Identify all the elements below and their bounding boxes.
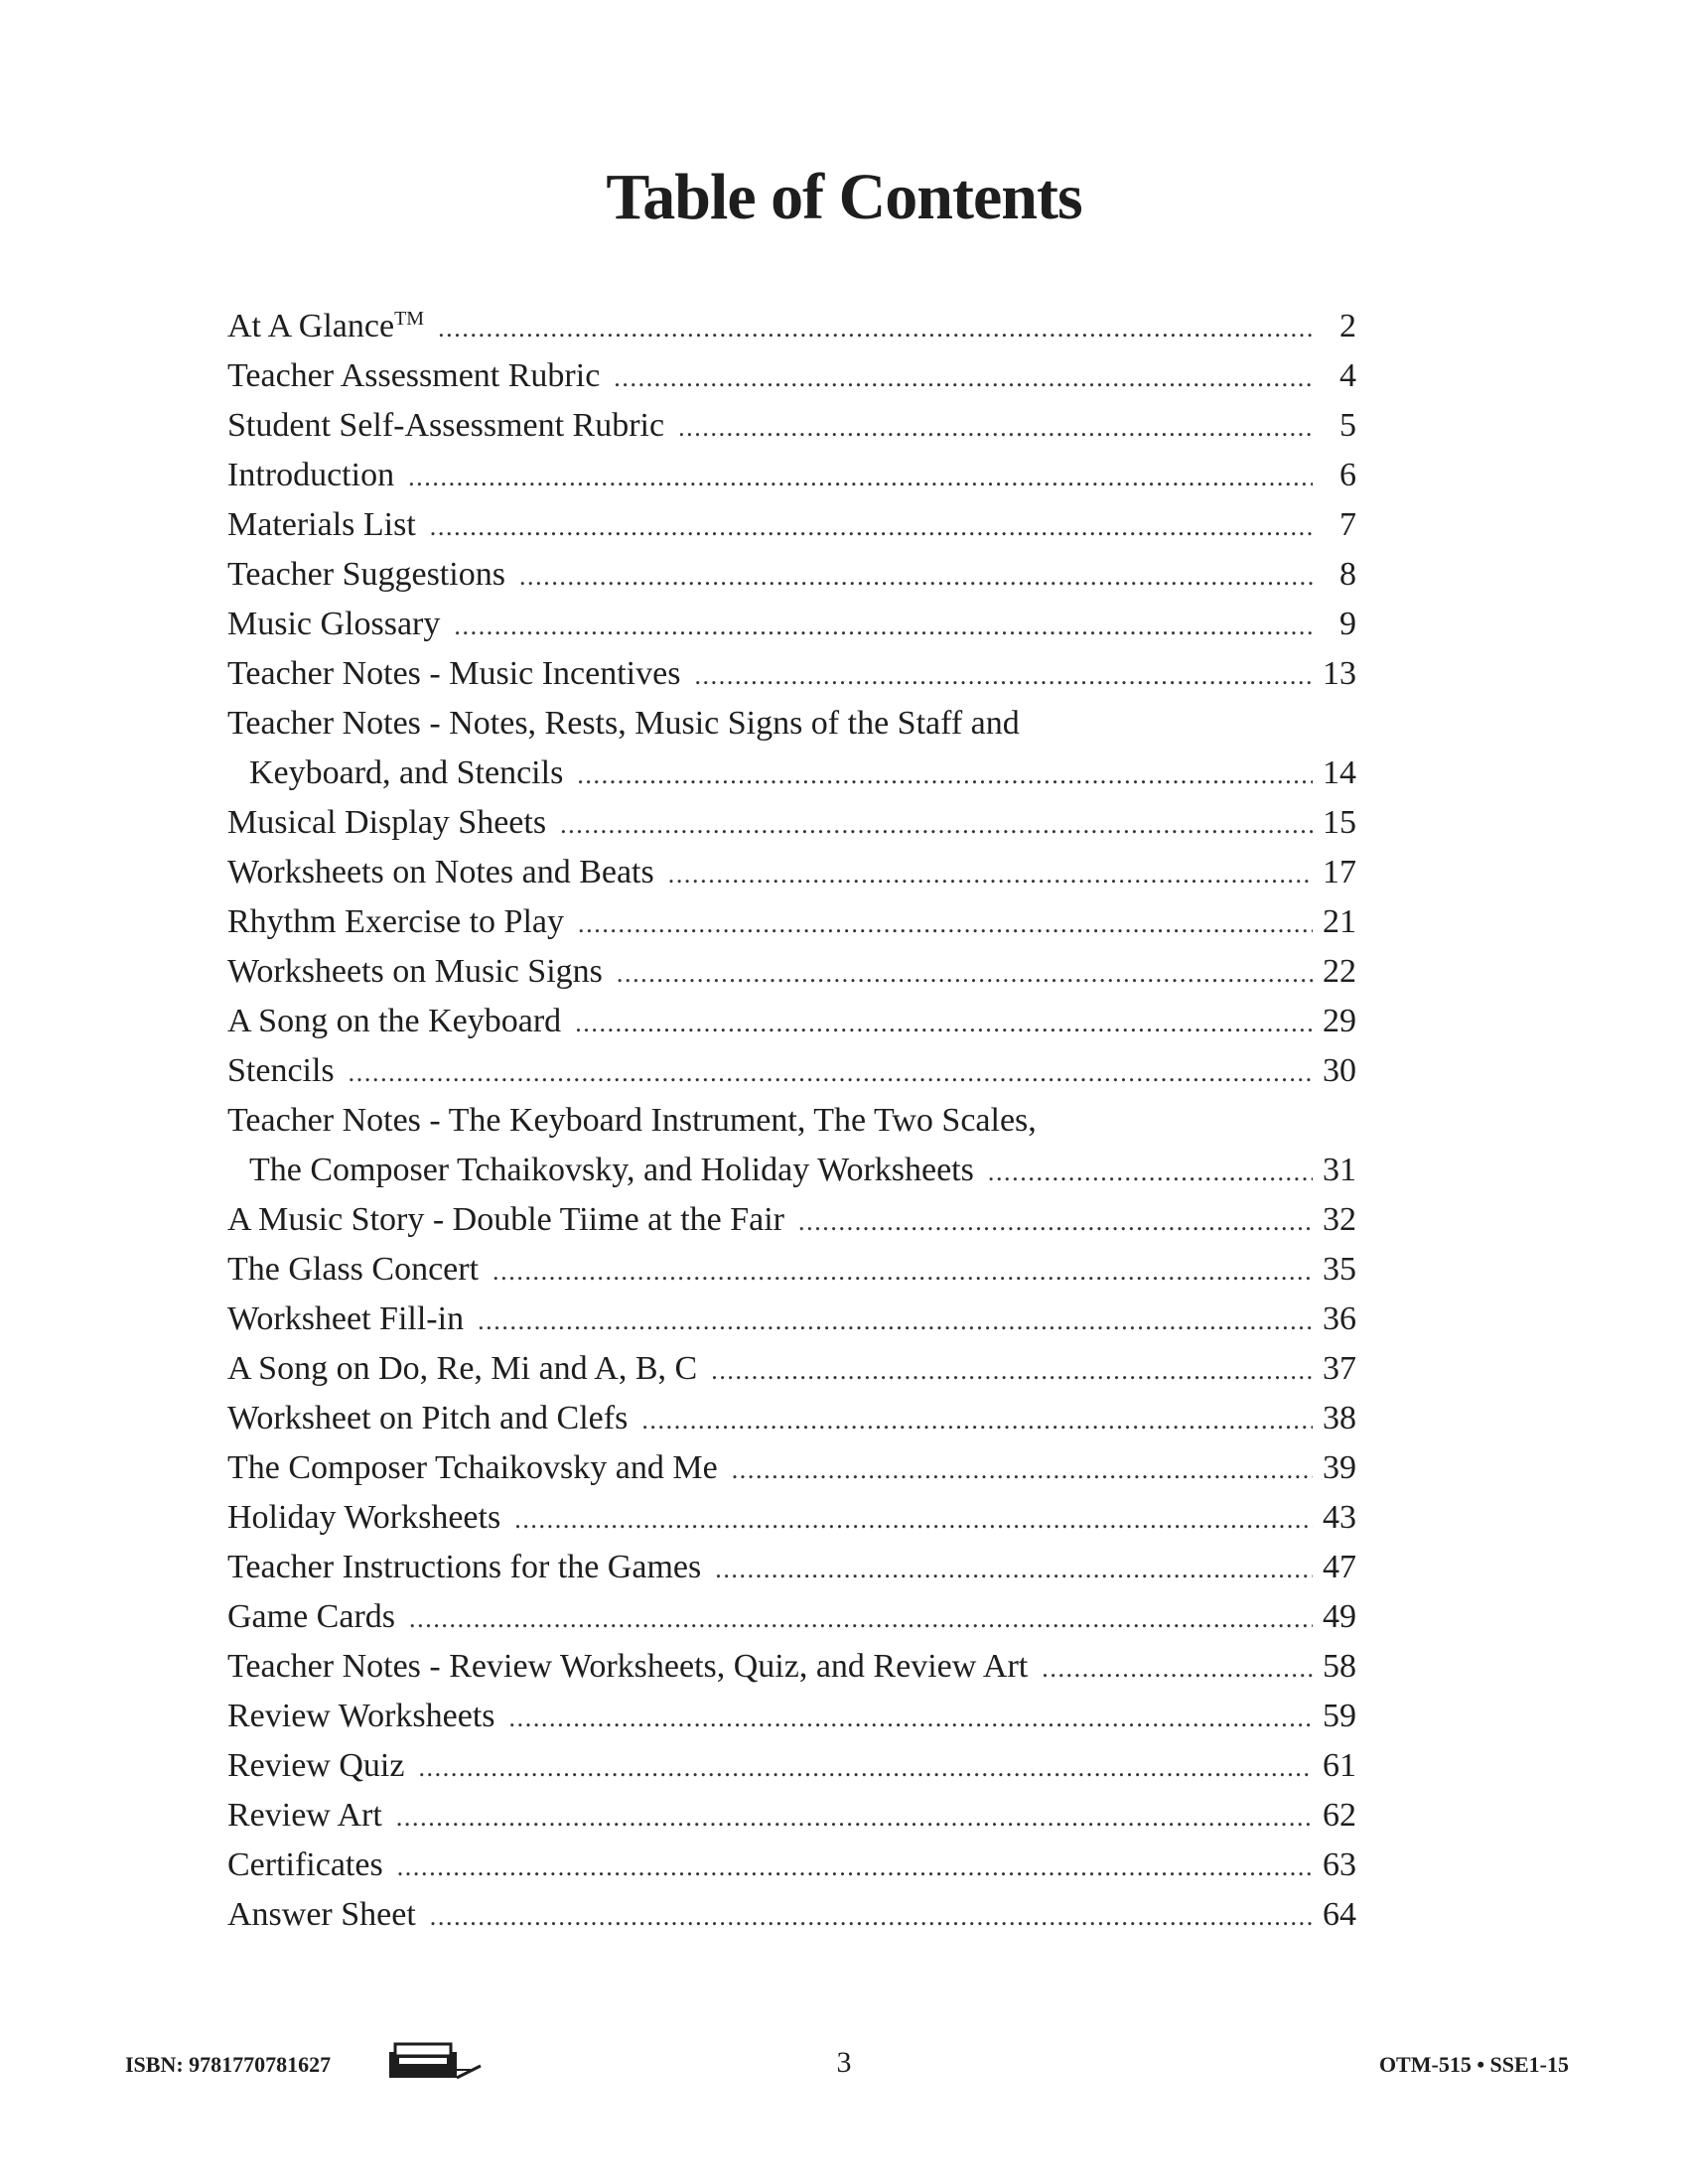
toc-entry-label [227, 649, 694, 699]
toc-page-number: 8 [1339, 556, 1356, 593]
toc-entry-label [227, 997, 575, 1046]
toc-entry [227, 550, 1356, 600]
toc-entry-label [227, 401, 678, 451]
toc-entry-label [227, 1443, 732, 1493]
toc-entry-label-continued: Keyboard, and Stencils [249, 754, 564, 791]
toc-entry-text: Worksheets on Notes and Beats [227, 854, 654, 890]
toc-entry-text: Musical Display Sheets [227, 804, 547, 841]
dot-leader [578, 899, 1313, 949]
toc-entry-label [227, 1295, 478, 1344]
toc-entry [227, 1295, 1356, 1344]
toc-page-number: 39 [1323, 1449, 1356, 1486]
toc-entry [227, 1443, 1356, 1493]
toc-entry [227, 351, 1356, 401]
toc-entry-text: Teacher Assessment Rubric [227, 357, 601, 394]
toc-page-number: 36 [1323, 1300, 1356, 1337]
toc-entry-text: A Song on the Keyboard [227, 1003, 562, 1039]
toc-entry-text: Worksheet on Pitch and Clefs [227, 1400, 629, 1436]
toc-page-number: 21 [1323, 903, 1356, 940]
toc-entry [227, 798, 1356, 848]
toc-page-number: 43 [1323, 1499, 1356, 1536]
toc-entry-label [227, 600, 454, 649]
toc-page-number: 6 [1339, 457, 1356, 493]
toc-entry-text: Introduction [227, 457, 395, 493]
toc-entry-label: Teacher Notes - Notes, Rests, Music Signs of the Staff and [227, 705, 1020, 742]
toc-entry [227, 897, 1356, 947]
toc-entry-label [227, 1791, 396, 1841]
product-code: OTM-515 • SSE1-15 [1378, 2052, 1569, 2077]
toc-entry-continuation [227, 1146, 1356, 1195]
toc-entry [227, 401, 1356, 451]
dot-leader [397, 1843, 1313, 1892]
toc-entry-text: Review Quiz [227, 1747, 405, 1784]
toc-page-number: 32 [1323, 1201, 1356, 1238]
toc-entry-label [227, 1046, 349, 1096]
toc-page-number: 62 [1323, 1797, 1356, 1834]
toc-entry-label: Teacher Notes - The Keyboard Instrument, The Two Scales, [227, 1102, 1037, 1139]
toc-entry-text: Certificates [227, 1846, 383, 1883]
dot-leader [560, 800, 1313, 850]
toc-entry-label [227, 947, 617, 997]
toc-page-number: 2 [1339, 308, 1356, 344]
toc-entry [227, 1841, 1356, 1890]
dot-leader [617, 949, 1313, 999]
toc-entry-text: Student Self-Assessment Rubric [227, 407, 665, 444]
toc-page-number: 4 [1339, 357, 1356, 394]
toc-entry [227, 1245, 1356, 1295]
toc-entry-label [227, 897, 578, 947]
toc-entry-label [227, 302, 438, 351]
dot-leader [519, 552, 1313, 602]
isbn-text: ISBN: 9781770781627 [125, 2052, 332, 2077]
toc-page-number: 63 [1323, 1846, 1356, 1883]
toc-entry [227, 947, 1356, 997]
toc-entry-label [227, 1543, 715, 1592]
toc-entry-label [227, 1692, 509, 1741]
toc-entry-text: Teacher Instructions for the Games [227, 1549, 702, 1585]
toc-page-number: 37 [1323, 1350, 1356, 1387]
toc-entry-text: Holiday Worksheets [227, 1499, 501, 1536]
toc-entry-continuation [227, 749, 1356, 798]
toc-page-number: 58 [1323, 1648, 1356, 1685]
toc-entry [227, 1046, 1356, 1096]
toc-entry-text: Teacher Notes - Review Worksheets, Quiz, and Review Art [227, 1648, 1029, 1685]
toc-entry [227, 997, 1356, 1046]
toc-entry [227, 649, 1356, 699]
toc-entry-text: The Glass Concert [227, 1251, 480, 1288]
toc-entry-label [227, 1493, 514, 1543]
toc-entry-text: Review Art [227, 1797, 382, 1834]
toc-page-number: 15 [1323, 804, 1356, 841]
dot-leader [668, 850, 1313, 899]
toc-entry [227, 1592, 1356, 1642]
toc-page-number: 35 [1323, 1251, 1356, 1288]
toc-entry [227, 302, 1356, 351]
dot-leader [408, 453, 1313, 502]
dot-leader [577, 751, 1313, 800]
dot-leader [418, 1743, 1313, 1793]
toc-entry-label [227, 1890, 430, 1940]
dot-leader [715, 1545, 1313, 1594]
toc-entry-label [227, 451, 408, 500]
trademark-mark: TM [394, 308, 425, 330]
toc-entry-text: Answer Sheet [227, 1896, 416, 1933]
toc-entry-text: A Music Story - Double Tiime at the Fair [227, 1201, 784, 1238]
toc-entry-label [227, 500, 430, 550]
dot-leader [438, 304, 1313, 353]
toc-entry [227, 1096, 1356, 1195]
dot-leader [694, 651, 1313, 701]
toc-entry [227, 1642, 1356, 1692]
toc-page-number: 14 [1323, 754, 1356, 791]
toc-entry-label [227, 1344, 711, 1394]
toc-entry-label [227, 798, 560, 848]
dot-leader [349, 1048, 1313, 1098]
toc-page-number: 31 [1323, 1152, 1356, 1188]
toc-entry [227, 1890, 1356, 1940]
toc-entry-text: Rhythm Exercise to Play [227, 903, 565, 940]
toc-entry [227, 1493, 1356, 1543]
toc-entry-label [227, 351, 614, 401]
toc-entry-label-continued: The Composer Tchaikovsky, and Holiday Worksheets [249, 1152, 974, 1188]
toc-entry-label [227, 1741, 418, 1791]
table-of-contents [227, 302, 1356, 1940]
dot-leader [430, 502, 1313, 552]
toc-entry-text: Teacher Suggestions [227, 556, 505, 593]
toc-page-number: 59 [1323, 1698, 1356, 1734]
toc-entry [227, 848, 1356, 897]
toc-entry-label [227, 1394, 641, 1443]
toc-entry-text: A Song on Do, Re, Mi and A, B, C [227, 1350, 698, 1387]
toc-page-number: 38 [1323, 1400, 1356, 1436]
toc-entry [227, 1741, 1356, 1791]
toc-page-number: 30 [1323, 1052, 1356, 1089]
dot-leader [575, 999, 1313, 1048]
toc-entry [227, 1344, 1356, 1394]
toc-entry-label [227, 848, 668, 897]
toc-entry-label [227, 1841, 397, 1890]
page-title: Table of Contents [606, 161, 1082, 233]
toc-entry-text: At A Glance [227, 308, 395, 344]
toc-entry [227, 1394, 1356, 1443]
toc-entry-text: Teacher Notes - Music Incentives [227, 655, 681, 692]
dot-leader [492, 1247, 1313, 1297]
dot-leader [430, 1892, 1313, 1942]
dot-leader [454, 602, 1313, 651]
toc-page-number: 7 [1339, 506, 1356, 543]
toc-entry [227, 1692, 1356, 1741]
toc-entry [227, 600, 1356, 649]
dot-leader [509, 1694, 1313, 1743]
dot-leader [478, 1297, 1313, 1346]
dot-leader [614, 353, 1313, 403]
dot-leader [988, 1148, 1313, 1197]
toc-page-number: 9 [1339, 606, 1356, 642]
toc-entry-text: Worksheets on Music Signs [227, 953, 603, 990]
toc-entry-text: Music Glossary [227, 606, 441, 642]
toc-entry [227, 1791, 1356, 1841]
page-footer [0, 2040, 1688, 2090]
toc-page-number: 61 [1323, 1747, 1356, 1784]
toc-page-number: 64 [1323, 1896, 1356, 1933]
toc-entry-text: Game Cards [227, 1598, 396, 1635]
toc-entry [227, 500, 1356, 550]
dot-leader [1042, 1644, 1313, 1694]
dot-leader [732, 1445, 1313, 1495]
toc-entry-label [227, 1245, 492, 1295]
dot-leader [514, 1495, 1313, 1545]
toc-entry [227, 699, 1356, 798]
dot-leader [409, 1594, 1313, 1644]
toc-entry-label [227, 1642, 1042, 1692]
dot-leader [641, 1396, 1313, 1445]
dot-leader [678, 403, 1313, 453]
page-number: 3 [836, 2046, 852, 2079]
toc-entry-label [227, 1592, 409, 1642]
toc-entry-text: Stencils [227, 1052, 335, 1089]
toc-entry-label [227, 1195, 798, 1245]
toc-page-number: 22 [1323, 953, 1356, 990]
dot-leader [711, 1346, 1313, 1396]
toc-page-number: 13 [1323, 655, 1356, 692]
toc-entry-label [227, 550, 519, 600]
dot-leader [396, 1793, 1313, 1843]
toc-entry-text: The Composer Tchaikovsky and Me [227, 1449, 718, 1486]
toc-entry-text: Review Worksheets [227, 1698, 495, 1734]
toc-entry-text: Materials List [227, 506, 416, 543]
toc-page-number: 47 [1323, 1549, 1356, 1585]
toc-entry [227, 1195, 1356, 1245]
toc-entry [227, 451, 1356, 500]
toc-page-number: 5 [1339, 407, 1356, 444]
toc-page-number: 17 [1323, 854, 1356, 890]
toc-entry-text: Worksheet Fill-in [227, 1300, 465, 1337]
dot-leader [798, 1197, 1313, 1247]
toc-page-number: 49 [1323, 1598, 1356, 1635]
toc-entry [227, 1543, 1356, 1592]
toc-page-number: 29 [1323, 1003, 1356, 1039]
